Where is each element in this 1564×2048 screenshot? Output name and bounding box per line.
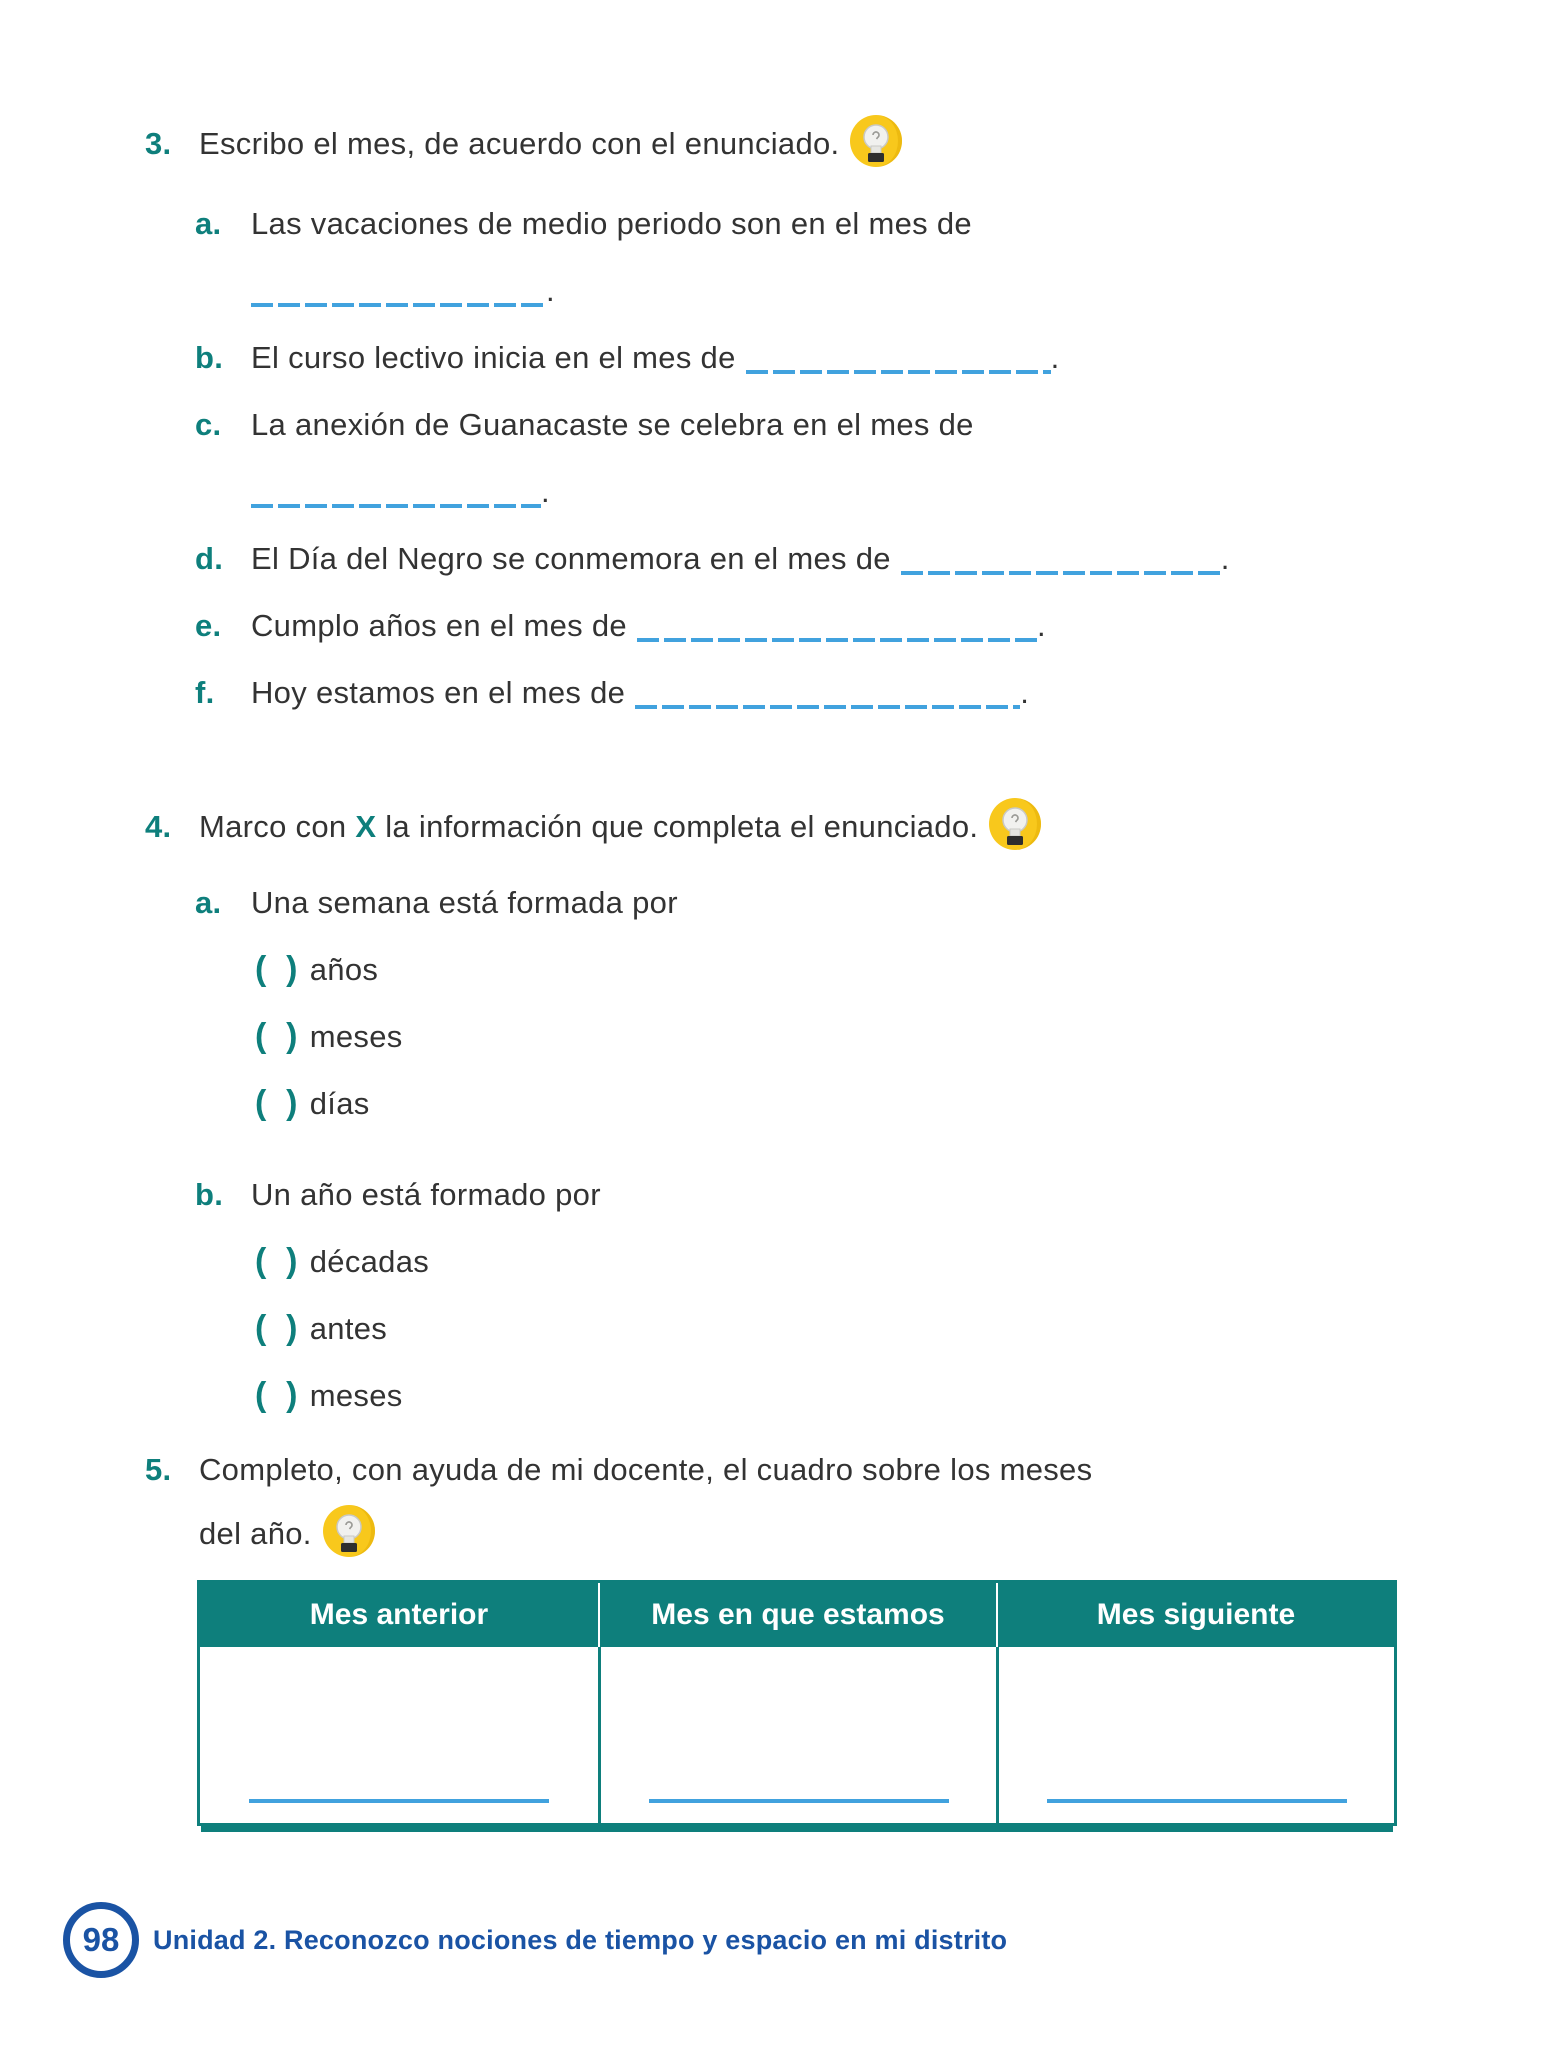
exercise-3-section (145, 112, 1425, 726)
option-label: meses (309, 1019, 403, 1054)
hint-lightbulb-icon (322, 1504, 376, 1558)
part-a-label: a. (195, 885, 222, 920)
item-b-label: b. (195, 340, 224, 375)
option-label: antes (309, 1311, 388, 1346)
answer-period: . (1020, 675, 1030, 710)
page-number: 98 (82, 1921, 120, 1958)
table-cell-mes-siguiente (996, 1647, 1394, 1823)
answer-period: . (1036, 608, 1046, 643)
hint-lightbulb-icon (849, 114, 903, 168)
exercise-4-title-suffix: la información que completa el enunciado. (376, 809, 979, 844)
option-label: décadas (309, 1244, 430, 1279)
item-c-text: La anexión de Guanacaste se celebra en el mes de (251, 407, 974, 442)
exercise-3-items (145, 190, 1425, 726)
item-f-label: f. (195, 675, 215, 710)
exercise-4-part-b (145, 1161, 1425, 1429)
option-row (145, 1295, 1425, 1362)
item-a-body (251, 190, 1425, 324)
answer-line (1047, 1799, 1347, 1803)
exercise-4-part-a (145, 869, 1425, 1137)
item-e-body (251, 592, 1425, 659)
list-item-d (145, 525, 1425, 592)
part-a-text: Una semana está formada por (251, 885, 678, 920)
table-header-mes-anterior: Mes anterior (200, 1583, 598, 1647)
item-f-text: Hoy estamos en el mes de (251, 675, 626, 710)
item-a-label: a. (195, 206, 222, 241)
exercise-3-title: Escribo el mes, de acuerdo con el enunciado. (199, 126, 840, 161)
option-parentheses: ( ) (255, 1017, 298, 1055)
option-parentheses: ( ) (255, 1242, 298, 1280)
answer-blank (251, 297, 546, 307)
answer-blank (746, 364, 1051, 374)
page-number-badge (63, 1902, 139, 1978)
option-parentheses: ( ) (255, 1309, 298, 1347)
part-b-label: b. (195, 1177, 224, 1212)
item-f-body (251, 659, 1425, 726)
answer-blank (635, 699, 1020, 709)
option-parentheses: ( ) (255, 1376, 298, 1414)
item-c-label: c. (195, 407, 222, 442)
answer-blank (251, 498, 541, 508)
exercise-5-section (145, 1438, 1425, 1566)
footer-unit-title: Unidad 2. Reconozco nociones de tiempo y espacio en mi distrito (153, 1924, 1008, 1955)
exercise-5-title-line1: Completo, con ayuda de mi docente, el cuadro sobre los meses (199, 1452, 1093, 1487)
answer-period: . (1050, 340, 1060, 375)
answer-period: . (541, 474, 550, 509)
option-parentheses: ( ) (255, 950, 298, 988)
exercise-4-title-prefix: Marco con (199, 809, 356, 844)
item-e-text: Cumplo años en el mes de (251, 608, 627, 643)
exercise-4-heading (145, 795, 1425, 859)
exercise-5-title-line2-wrap (145, 1502, 1425, 1566)
answer-blank (637, 632, 1037, 642)
page-footer (63, 1902, 1007, 1978)
item-c-body (251, 391, 1425, 525)
exercise-5-title-line2: del año. (199, 1516, 312, 1551)
answer-period: . (1220, 541, 1230, 576)
exercise-4-x-mark: X (355, 809, 377, 844)
answer-period: . (546, 273, 555, 308)
option-row (145, 936, 1425, 1003)
exercise-3-number: 3. (145, 126, 172, 161)
months-table (197, 1580, 1397, 1826)
list-item-f (145, 659, 1425, 726)
item-d-label: d. (195, 541, 224, 576)
option-row (145, 1362, 1425, 1429)
part-b-heading (145, 1161, 1425, 1228)
exercise-5-number: 5. (145, 1452, 172, 1487)
exercise-3-title-wrap (199, 112, 1425, 176)
answer-blank (901, 565, 1221, 575)
table-header-mes-en-que-estamos: Mes en que estamos (598, 1583, 996, 1647)
option-row (145, 1070, 1425, 1137)
option-row (145, 1228, 1425, 1295)
exercise-4-number: 4. (145, 809, 172, 844)
option-label: días (309, 1086, 370, 1121)
item-b-text: El curso lectivo inicia en el mes de (251, 340, 736, 375)
list-item-c (145, 391, 1425, 525)
part-a-heading (145, 869, 1425, 936)
table-cell-mes-en-que-estamos (598, 1647, 996, 1823)
answer-line (649, 1799, 949, 1803)
exercise-4-title-wrap (199, 795, 1425, 859)
exercise-5-heading (145, 1438, 1425, 1502)
list-item-a (145, 190, 1425, 324)
item-e-label: e. (195, 608, 222, 643)
option-label: meses (309, 1378, 403, 1413)
list-item-b (145, 324, 1425, 391)
exercise-3-heading (145, 112, 1425, 176)
option-row (145, 1003, 1425, 1070)
item-b-body (251, 324, 1425, 391)
option-parentheses: ( ) (255, 1084, 298, 1122)
table-cell-mes-anterior (200, 1647, 598, 1823)
option-label: años (309, 952, 379, 987)
list-item-e (145, 592, 1425, 659)
item-d-text: El Día del Negro se conmemora en el mes de (251, 541, 891, 576)
hint-lightbulb-icon (988, 797, 1042, 851)
table-header-mes-siguiente: Mes siguiente (996, 1583, 1394, 1647)
item-a-text: Las vacaciones de medio periodo son en el mes de (251, 206, 972, 241)
exercise-4-section (145, 795, 1425, 1429)
part-b-text: Un año está formado por (251, 1177, 601, 1212)
answer-line (249, 1799, 549, 1803)
item-d-body (251, 525, 1425, 592)
